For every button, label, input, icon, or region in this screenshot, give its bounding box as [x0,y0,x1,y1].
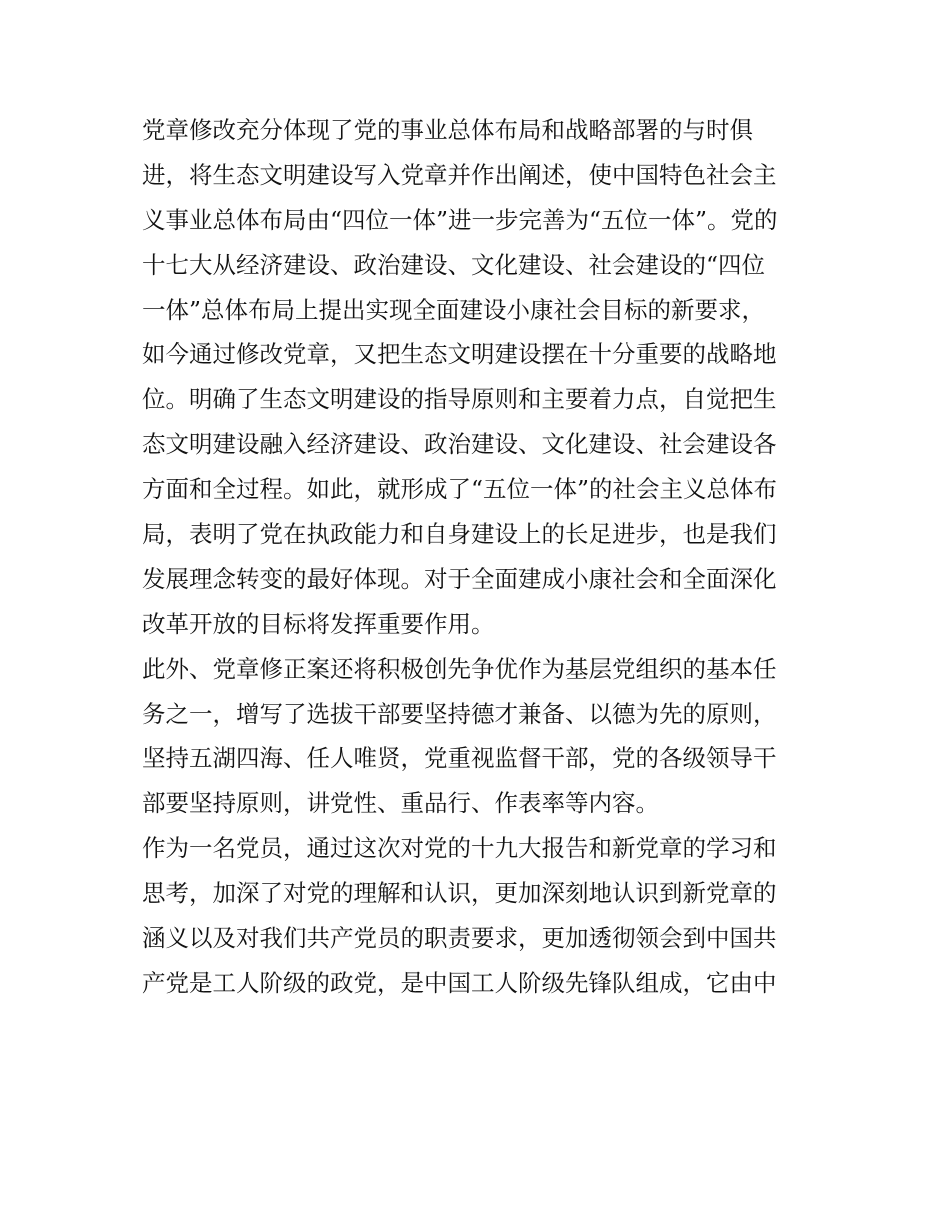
text-line: 改革开放的目标将发挥重要作用。 [142,609,495,638]
text-line: 党章修改充分体现了党的事业总体布局和战略部署的与时俱 [142,116,753,144]
text-line: 义事业总体布局由“四位一体”进一步完善为“五位一体”。党的 [142,205,778,234]
text-line: 态文明建设融入经济建设、政治建设、文化建设、社会建设各 [142,430,777,459]
text-line: 此外、党章修正案还将积极创先争优作为基层党组织的基本任 [142,654,777,683]
text-line: 思考，加深了对党的理解和认识，更加深刻地认识到新党章的 [142,879,777,908]
text-line: 务之一，增写了选拔干部要坚持德才兼备、以德为先的原则， [142,699,777,728]
text-line: 坚持五湖四海、任人唯贤，党重视监督干部，党的各级领导干 [142,744,777,773]
text-line: 局，表明了党在执政能力和自身建设上的长足进步，也是我们 [142,520,777,549]
text-line: 产党是工人阶级的政党，是中国工人阶级先锋队组成，它由中 [142,968,777,997]
text-line: 涵义以及对我们共产党员的职责要求，更加透彻领会到中国共 [142,924,777,953]
text-line: 一体”总体布局上提出实现全面建设小康社会目标的新要求， [142,295,766,324]
text-line: 十七大从经济建设、政治建设、文化建设、社会建设的“四位 [142,250,766,279]
text-line: 进，将生态文明建设写入党章并作出阐述，使中国特色社会主 [142,160,777,189]
text-line: 作为一名党员，通过这次对党的十九大报告和新党章的学习和 [142,834,777,863]
text-line: 发展理念转变的最好体现。对于全面建成小康社会和全面深化 [142,564,777,593]
text-line: 部要坚持原则，讲党性、重品行、作表率等内容。 [142,789,659,818]
text-line: 方面和全过程。如此，就形成了“五位一体”的社会主义总体布 [142,475,778,504]
text-line: 位。明确了生态文明建设的指导原则和主要着力点，自觉把生 [142,385,777,414]
document-body [142,108,832,1006]
text-line: 如今通过修改党章，又把生态文明建设摆在十分重要的战略地 [142,340,777,369]
